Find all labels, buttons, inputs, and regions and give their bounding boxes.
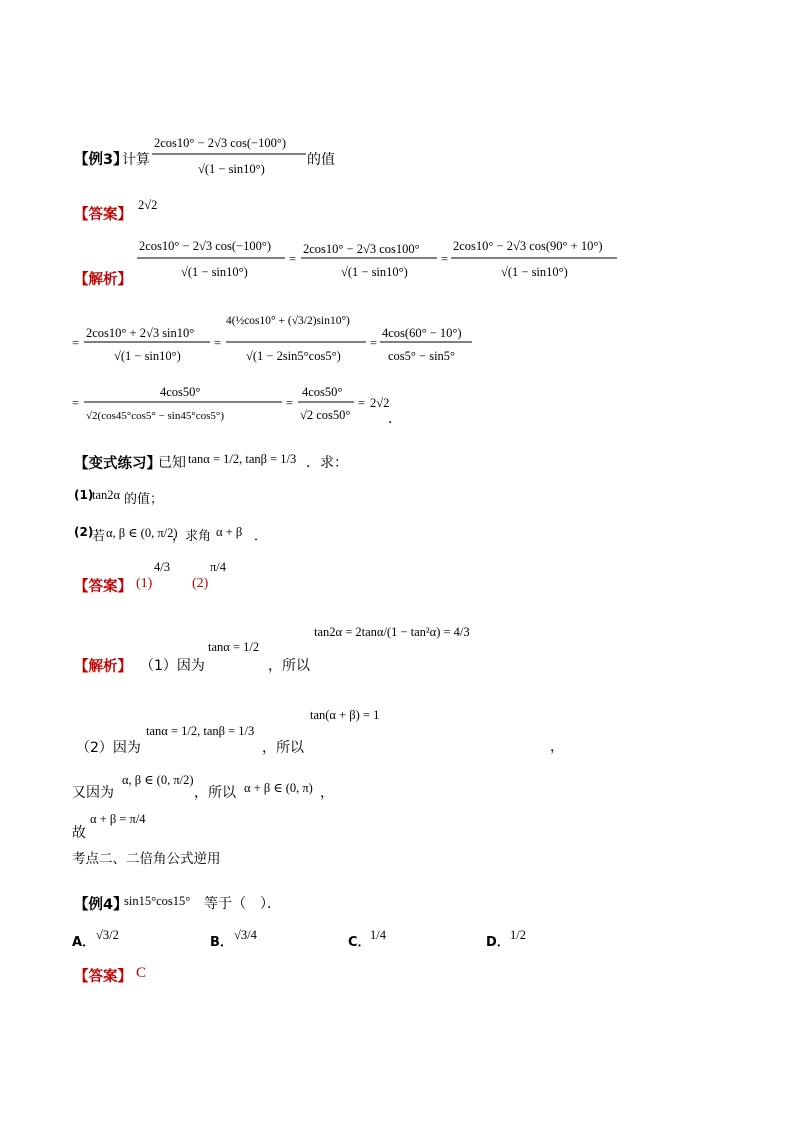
solution-line-2: [70, 300, 480, 368]
svg-text:=: =: [441, 252, 449, 266]
ex3-denominator: √(1 − sin10°): [198, 162, 265, 176]
question-1-number: (1): [74, 488, 94, 502]
svg-text:√(1 − sin10°): √(1 − sin10°): [181, 265, 248, 279]
practice-solution-part-4: 故: [72, 825, 86, 841]
practice-intro-suffix: ．求：: [306, 455, 348, 471]
svg-text:=: =: [370, 336, 378, 350]
practice-solution-part-2: （2）因为: [76, 740, 141, 756]
practice-answer-part-1: (1): [136, 576, 153, 591]
example-4-answer-label: 【答案】: [74, 969, 132, 985]
example-4-answer-value: C: [136, 965, 147, 981]
answer-label: 【答案】: [74, 207, 132, 223]
svg-text:2√2: 2√2: [370, 396, 390, 410]
svg-text:=: =: [72, 336, 80, 350]
question-2-text-b: ，求角: [172, 529, 212, 544]
svg-text:√2 cos50°: √2 cos50°: [300, 408, 351, 422]
practice-solution-part-3: 又因为: [72, 785, 114, 801]
practice-solution-part-3-b: ，所以: [194, 785, 236, 801]
svg-text:4cos50°: 4cos50°: [160, 385, 201, 399]
svg-text:√(1 − sin10°): √(1 − sin10°): [341, 265, 408, 279]
practice-solution-result: α + β = π/4: [90, 812, 146, 826]
question-2-text: 若: [92, 529, 106, 544]
svg-text:√(1 − 2sin5°cos5°): √(1 − 2sin5°cos5°): [246, 349, 341, 363]
svg-text:=: =: [358, 396, 366, 410]
svg-text:=: =: [72, 396, 80, 410]
practice-solution-given-2: tanα = 1/2, tanβ = 1/3: [146, 724, 255, 738]
question-2-period: ．: [254, 529, 268, 544]
practice-label: 【变式练习】: [74, 456, 161, 472]
option-d-letter[interactable]: D．: [486, 935, 510, 950]
practice-intro: 已知: [158, 455, 186, 471]
example-4-expr: sin15°cos15°: [124, 894, 191, 908]
practice-solution-label: 【解析】: [74, 659, 132, 675]
solution-line-3: [70, 380, 400, 428]
practice-solution-comma: ，: [550, 739, 564, 755]
solution-period: ．: [388, 411, 402, 427]
svg-text:4cos50°: 4cos50°: [302, 385, 343, 399]
svg-text:=: =: [214, 336, 222, 350]
practice-solution-part-1: （1）因为: [140, 658, 205, 674]
practice-answer-value-1: 4/3: [154, 560, 170, 574]
example-3-prompt: 计算: [122, 152, 150, 168]
ex3-numerator: 2cos10° − 2√3 cos(−100°): [154, 136, 286, 150]
practice-solution-part-1-b: ，所以: [268, 658, 310, 674]
option-c-letter[interactable]: C．: [348, 935, 371, 950]
question-2-expr: α, β ∈ (0, π/2): [106, 526, 178, 540]
example-3-fraction: [150, 132, 310, 180]
example-4-text: 等于（ ）．: [204, 896, 281, 912]
section-title: 考点二、二倍角公式逆用: [72, 851, 221, 867]
svg-text:=: =: [286, 396, 294, 410]
svg-text:4(½cos10° + (√3/2)sin10°): 4(½cos10° + (√3/2)sin10°): [226, 315, 350, 327]
option-b-value[interactable]: √3/4: [234, 928, 257, 942]
practice-answer-part-2: (2): [192, 576, 209, 591]
solution-line-1: [135, 236, 625, 284]
practice-given: tanα = 1/2, tanβ = 1/3: [188, 452, 297, 466]
svg-text:4cos(60° − 10°): 4cos(60° − 10°): [382, 326, 462, 340]
svg-text:2cos10° − 2√3 cos(−100°): 2cos10° − 2√3 cos(−100°): [139, 239, 271, 253]
practice-solution-formula-1: tan2α = 2tanα/(1 − tan²α) = 4/3: [314, 625, 470, 639]
example-3-label: 【例3】: [74, 152, 128, 168]
svg-text:cos5° − sin5°: cos5° − sin5°: [388, 349, 456, 363]
svg-text:2cos10° − 2√3 cos(90° + 10°): 2cos10° − 2√3 cos(90° + 10°): [453, 239, 603, 253]
practice-solution-sum-range: α + β ∈ (0, π): [244, 781, 313, 795]
option-c-value[interactable]: 1/4: [370, 928, 386, 942]
practice-solution-part-3-c: ，: [320, 785, 334, 801]
option-d-value[interactable]: 1/2: [510, 928, 526, 942]
question-2-expr-2: α + β: [216, 525, 243, 539]
svg-text:√(1 − sin10°): √(1 − sin10°): [501, 265, 568, 279]
option-b-letter[interactable]: B．: [210, 935, 233, 950]
practice-solution-given-1: tanα = 1/2: [208, 640, 260, 654]
practice-solution-range: α, β ∈ (0, π/2): [122, 773, 194, 787]
practice-answer-label: 【答案】: [74, 579, 132, 595]
solution-label: 【解析】: [74, 272, 132, 288]
svg-text:√2(cos45°cos5° − sin45°cos5°): √2(cos45°cos5° − sin45°cos5°): [86, 410, 224, 422]
option-a-value[interactable]: √3/2: [96, 928, 119, 942]
example-3-suffix: 的值: [307, 152, 335, 168]
svg-text:2cos10° + 2√3 sin10°: 2cos10° + 2√3 sin10°: [86, 326, 195, 340]
answer-value: 2√2: [138, 198, 158, 212]
example-4-label: 【例4】: [74, 897, 128, 913]
option-a-letter[interactable]: A．: [72, 935, 96, 950]
svg-text:=: =: [289, 252, 297, 266]
practice-answer-value-2: π/4: [210, 560, 227, 574]
practice-solution-part-2-b: ，所以: [262, 740, 304, 756]
svg-text:√(1 − sin10°): √(1 − sin10°): [114, 349, 181, 363]
question-2-number: (2): [74, 525, 94, 539]
svg-text:2cos10° − 2√3 cos100°: 2cos10° − 2√3 cos100°: [303, 242, 420, 256]
question-1-expr: tan2α: [92, 488, 121, 502]
practice-solution-formula-2: tan(α + β) = 1: [310, 708, 380, 722]
question-1-text: 的值；: [124, 492, 164, 507]
